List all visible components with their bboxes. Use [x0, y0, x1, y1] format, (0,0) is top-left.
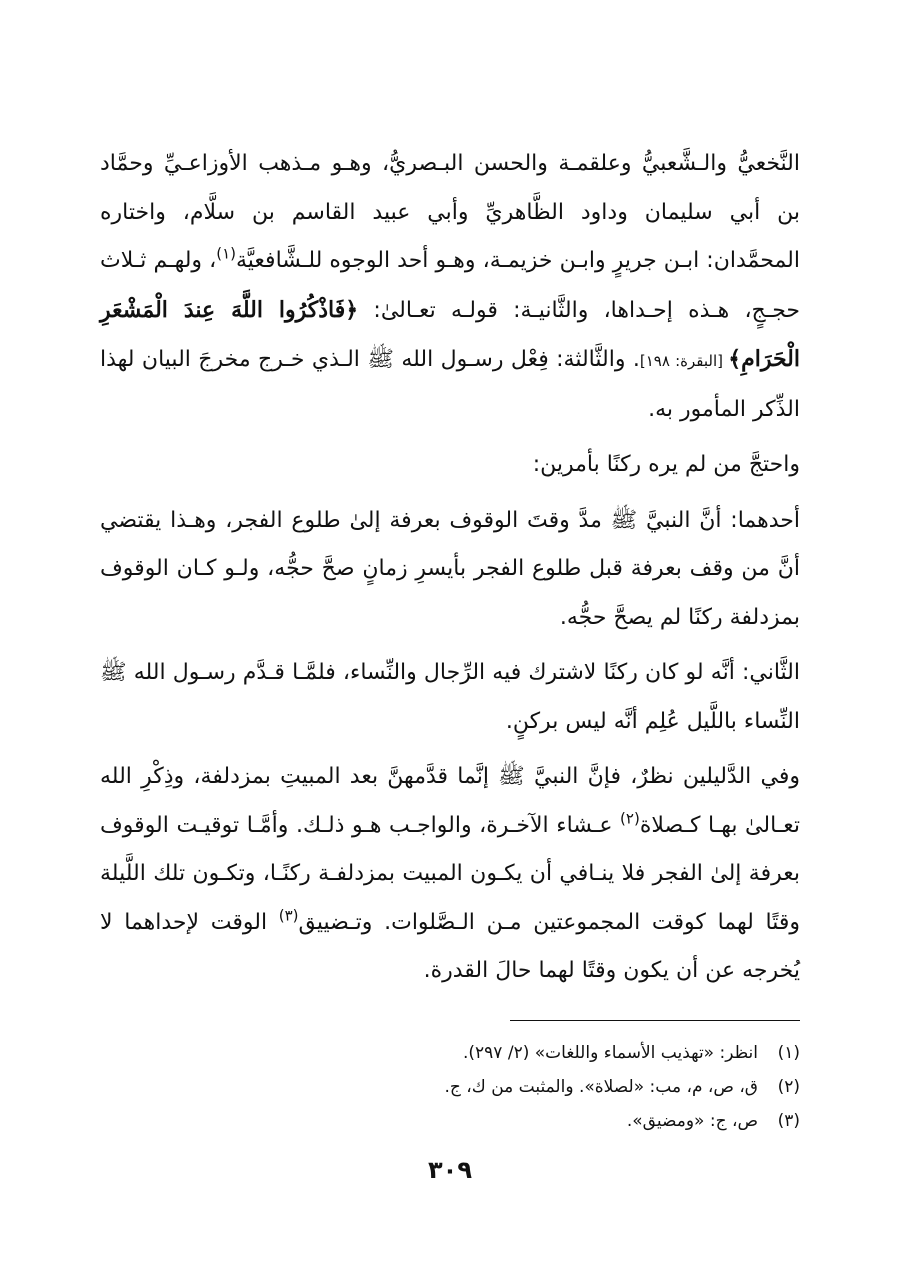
- footnote-ref-1[interactable]: (١): [216, 244, 236, 263]
- main-text: [100, 140, 800, 1003]
- footnotes: [100, 1036, 800, 1138]
- footnote-2: [100, 1070, 800, 1104]
- page-number: ٣٠٩: [428, 1156, 472, 1184]
- paragraph-1: [100, 140, 800, 434]
- paragraph-5-part-a: وفي الدَّليلين نظرٌ، فإنَّ النبيَّ ﷺ إنَّما قدَّمهنَّ بعد المبيتِ بمزدلفة، وذِكْرِ الله تعـالىٰ بهـا كـصلاة: [100, 764, 800, 838]
- paragraph-2: واحتجَّ من لم يره ركنًا بأمرين:: [532, 452, 800, 477]
- footnote-3: [100, 1104, 800, 1138]
- paragraph-3: أحدهما: أنَّ النبيَّ ﷺ مدَّ وقتَ الوقوف بعرفة إلىٰ طلوع الفجر، وهـذا يقتضي أنَّ من وقف بعرفة قبل طلوع الفجر بأيسرِ زمانٍ صحَّ حجُّه، ولـو كـان الوقوف بمزدلفة ركنًا لم يصحَّ حجُّه.: [100, 507, 800, 630]
- footnote-1-text: انظر: «تهذيب الأسماء واللغات» (٢/ ٢٩٧).: [463, 1043, 758, 1063]
- paragraph-4: الثَّاني: أنَّه لو كان ركنًا لاشترك فيه الرِّجال والنِّساء، فلمَّـا قـدَّم رسـول الله ﷺ النِّساء باللَّيل عُلِم أنَّه ليس بركنٍ.: [100, 660, 800, 734]
- quran-verse: ﴿فَاذْكُرُوا اللَّهَ عِندَ الْمَشْعَرِ الْحَرَامِ﴾: [100, 296, 800, 372]
- paragraph-1-part-b: ، ولهـم ثـلاث حجـجٍ، هـذه إحـداها، والثَّانيـة: قولـه تعـالىٰ:: [100, 248, 800, 323]
- paragraph-5: [100, 753, 800, 996]
- footnote-ref-2[interactable]: (٢): [620, 809, 640, 828]
- footnote-2-number: (٢): [777, 1077, 800, 1097]
- footnote-1-number: (١): [777, 1043, 800, 1063]
- footnote-3-text: ص، ج: «ومضيق».: [626, 1111, 758, 1131]
- footnote-ref-3[interactable]: (٣): [278, 906, 299, 925]
- verse-citation: [البقرة: ١٩٨]: [639, 352, 729, 370]
- footnote-separator: [510, 1020, 800, 1021]
- footnote-2-text: ق، ص، م، مب: «لصلاة». والمثبت من ك، ج.: [444, 1077, 758, 1097]
- paragraph-1-part-a: النَّخعيُّ والـشَّعبيُّ وعلقمـة والحسن البـصريُّ، وهـو مـذهب الأوزاعـيِّ وحمَّاد بن أبي سليمان وداود الظَّاهريِّ وأبي عبيد القاسم بن سلَّام، واختاره المحمَّدان: ابـن جريرٍ وابـن خزيمـة، وهـو أحد الوجوه للـشَّافعيَّة: [100, 151, 800, 273]
- paragraph-5-part-b: عـشاء الآخـرة، والواجـب هـو ذلـك. وأمَّـا توقيـت الوقوف بعرفة إلىٰ الفجر فلا ينـافي أن يكـون المبيت بمزدلفـة ركنًـا، وتكـون تلك اللَّيلة وقتًا لهما كوقت المجموعتين مـن الـصَّلوات. وتـضييق: [100, 812, 801, 935]
- paragraph-1-part-c: . والثَّالثة: فِعْل رسـول الله ﷺ الـذي خـرج مخرجَ البيان لهذا الذِّكر المأمور به.: [100, 347, 800, 422]
- footnote-1: [100, 1036, 800, 1070]
- footnote-3-number: (٣): [777, 1111, 800, 1131]
- paragraph-5-part-c: الوقت لإحداهما لا يُخرجه عن أن يكون وقتًا لهما حالَ القدرة.: [100, 909, 800, 983]
